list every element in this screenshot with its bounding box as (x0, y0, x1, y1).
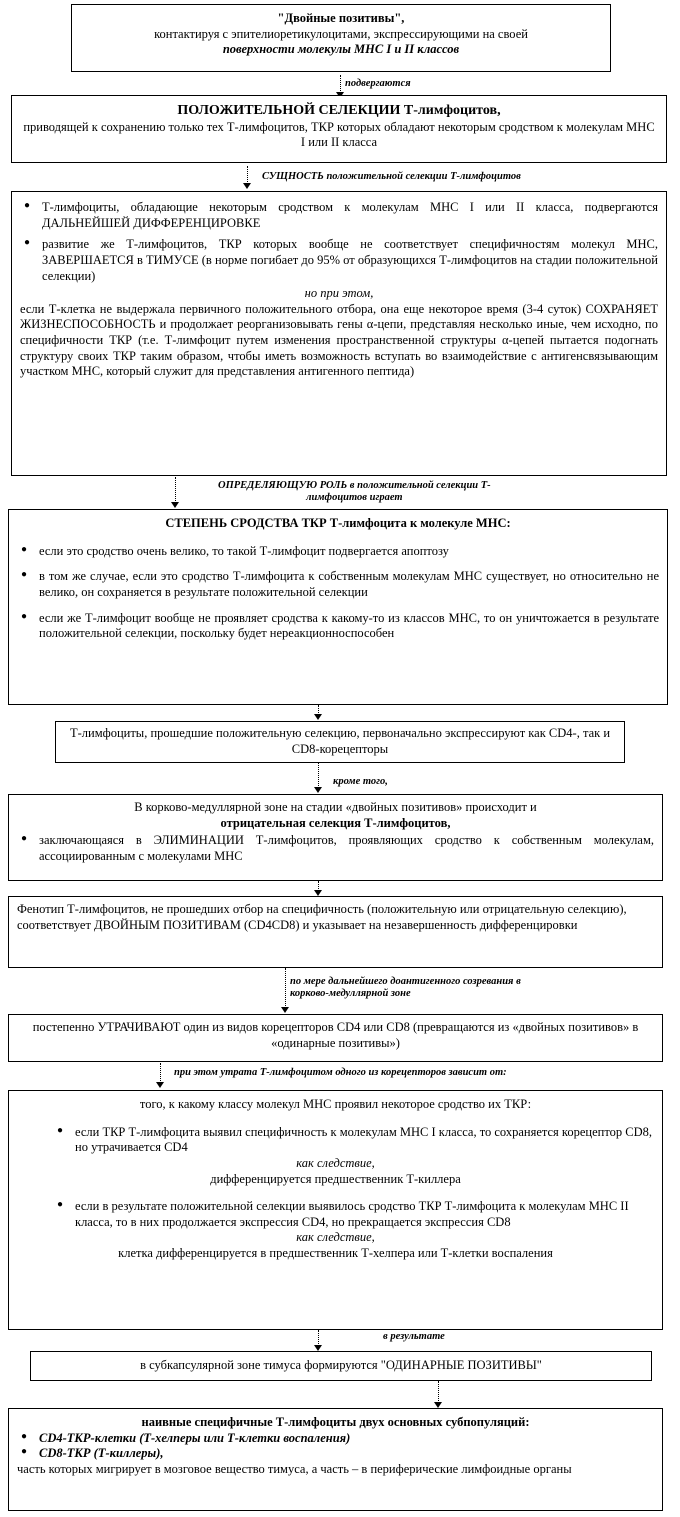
connector-line (318, 1330, 319, 1346)
box8-text: постепенно УТРАЧИВАЮТ один из видов корецепторов CD4 или CD8 (превращаются из «двойных позитивов» в «одинарные позитивы») (32, 1020, 639, 1050)
box7-text: Фенотип Т-лимфоцитов, не прошедших отбор на специфичность (положительную или отрицательную селекцию), соответствует ДВОЙНЫМ ПОЗИТИВАМ (CD4CD8) и указывает на незавершенность дифференцировки (17, 902, 627, 932)
box4-title: СТЕПЕНЬ СРОДСТВА ТКР Т-лимфоцита к молекуле МНС: (165, 516, 511, 530)
conn5-line1: по мере дальнейшего доантигенного созревания в (290, 976, 521, 987)
affinity-item: ● если же Т-лимфоцит вообще не проявляет сродства к какому-то из классов МНС, то он уничтожается в результате положительной селекции, поскольку будет нереакционноспособен (39, 611, 659, 642)
conn3-line2: лимфоцитов играет (306, 492, 403, 504)
box5-text: Т-лимфоциты, прошедшие положительную селекцию, первоначально экспрессируют как CD4-, так и CD8-корецепторы (69, 726, 611, 756)
coreceptors-box (55, 721, 625, 763)
mhc-list-2 (17, 1199, 654, 1230)
essence-box (11, 191, 667, 476)
connector-label-maturation (290, 976, 521, 1000)
box2-text: приводящей к сохранению только тех Т-лимфоцитов, ТКР которых обладают некоторым сродством к молекулам МНС I или II класса (23, 119, 655, 150)
box9-title: того, к какому классу молекул МНС проявил некоторое сродство их ТКР: (139, 1097, 532, 1111)
box6-line1: В корково-медуллярной зоне на стадии «двойных позитивов» происходит и (134, 800, 537, 814)
negative-selection-box (8, 794, 663, 881)
mhc-item-2: ● если в результате положительной селекции выявилось сродство ТКР Т-лимфоцита к молекулам МНС II класса, то в них продолжается экспрессия CD4, но прекращается экспрессия CD8 (75, 1199, 654, 1230)
box1-line3: поверхности молекулы МНС I и II классов (222, 42, 460, 57)
connector-line (285, 968, 286, 1008)
connector-line (318, 762, 319, 788)
naive-lymphocytes-box (8, 1408, 663, 1511)
connector-line (247, 166, 248, 184)
mhc-list-1 (17, 1125, 654, 1156)
subpopulation-item: ● CD4-ТКР-клетки (Т-хелперы или Т-клетки воспаления) (39, 1431, 654, 1447)
essence-item: ● Т-лимфоциты, обладающие некоторым сродством к молекулам МНС I или II класса, подвергаются ДАЛЬНЕЙШЕЙ ДИФФЕРЕНЦИРОВКЕ (42, 200, 658, 231)
box10-text: в субкапсулярной зоне тимуса формируются "ОДИНАРНЫЕ ПОЗИТИВЫ" (140, 1358, 542, 1372)
box9-cons1: как следствие, (296, 1155, 375, 1170)
affinity-item: ● если это сродство очень велико, то такой Т-лимфоцит подвергается апоптозу (39, 544, 659, 560)
connector-label-depends: при этом утрата Т-лимфоцитом одного из корецепторов зависит от: (174, 1067, 507, 1078)
conn5-line2: корково-медуллярной зоне (290, 988, 411, 1000)
affinity-item: ● в том же случае, если это сродство Т-лимфоцита к собственным молекулам МНС существует, но относительно не велико, он сохраняется в результате положительной селекции (39, 569, 659, 600)
box2-title: ПОЛОЖИТЕЛЬНОЙ СЕЛЕКЦИИ Т-лимфоцитов, (177, 103, 501, 118)
box11-tail: часть которых мигрирует в мозговое вещество тимуса, а часть – в периферические лимфоидные органы (17, 1461, 572, 1476)
connector-label-result: в результате (383, 1331, 445, 1342)
connector-label-besides: кроме того, (333, 776, 388, 787)
connector-label-role (218, 480, 491, 504)
negative-list (17, 833, 654, 864)
arrow-head (281, 1007, 289, 1013)
double-positives-box (71, 4, 611, 72)
single-positives-box (30, 1351, 652, 1381)
mhc-class-box (8, 1090, 663, 1330)
affinity-list (17, 544, 659, 642)
box9-cons2: как следствие, (296, 1230, 375, 1245)
box9-res2: клетка дифференцируется в предшественник Т-хелпера или Т-клетки воспаления (118, 1246, 553, 1260)
conn3-line1: ОПРЕДЕЛЯЮЩУЮ РОЛЬ в положительной селекции Т- (218, 480, 491, 491)
box3-mid: но при этом, (304, 286, 374, 301)
connector-line (160, 1063, 161, 1083)
connector-label-subjected: подвергаются (345, 78, 411, 89)
phenotype-box (8, 896, 663, 968)
essence-item: ● развитие же Т-лимфоцитов, ТКР которых вообще не соответствует специфичностям молекул МНС, ЗАВЕРШАЕТСЯ в ТИМУСЕ (в норме погибает до 95% от образующихся Т-лимфоцитов на стадии положительной селекции) (42, 237, 658, 284)
arrow-head (314, 714, 322, 720)
lose-coreceptor-box (8, 1014, 663, 1062)
subpopulation-list (17, 1431, 654, 1462)
mhc-item-1: ● если ТКР Т-лимфоцита выявил специфичность к молекулам МНС I класса, то сохраняется корецептор CD8, но утрачивается CD4 (75, 1125, 654, 1156)
connector-line (438, 1381, 439, 1403)
box6-line2: отрицательная селекция Т-лимфоцитов, (220, 815, 451, 830)
arrow-head (156, 1082, 164, 1088)
box11-title: наивные специфичные Т-лимфоциты двух основных субпопуляций: (141, 1415, 530, 1429)
box1-line2: контактируя с эпителиоретикулоцитами, экспрессирующими на своей (154, 26, 528, 41)
connector-line (340, 75, 341, 93)
connector-line (175, 477, 176, 503)
affinity-degree-box (8, 509, 668, 705)
arrow-head (171, 502, 179, 508)
positive-selection-box (11, 95, 667, 163)
connector-label-essence: СУЩНОСТЬ положительной селекции Т-лимфоцитов (262, 171, 521, 182)
negative-item: ● заключающаяся в ЭЛИМИНАЦИИ Т-лимфоцитов, проявляющих сродство к собственным молекулам, ассоциированным с молекулами МНС (39, 833, 654, 864)
arrow-head (314, 787, 322, 793)
box3-para: если Т-клетка не выдержала первичного положительного отбора, она еще некоторое время (3-4 суток) СОХРАНЯЕТ ЖИЗНЕСПОСОБНОСТЬ и продолжает реорганизовывать гены α-цепи, представляя несколько иные, чем исходно, по специфичности ТКР (т.е. Т-лимфоцит путем изменения пространственной структуры α-цепей пытается подогнать структуру своих ТКР таким образом, чтобы иметь возможность вступать во взаимодействие с антигенсвязывающим участком МНС, который служит для представления антигенного пептида) (20, 301, 658, 379)
subpopulation-item: ● CD8-ТКР (Т-киллеры), (39, 1446, 654, 1462)
arrow-head (243, 183, 251, 189)
box1-title: "Двойные позитивы", (277, 11, 405, 25)
box9-res1: дифференцируется предшественник Т-киллера (210, 1171, 461, 1186)
essence-list (20, 200, 658, 284)
